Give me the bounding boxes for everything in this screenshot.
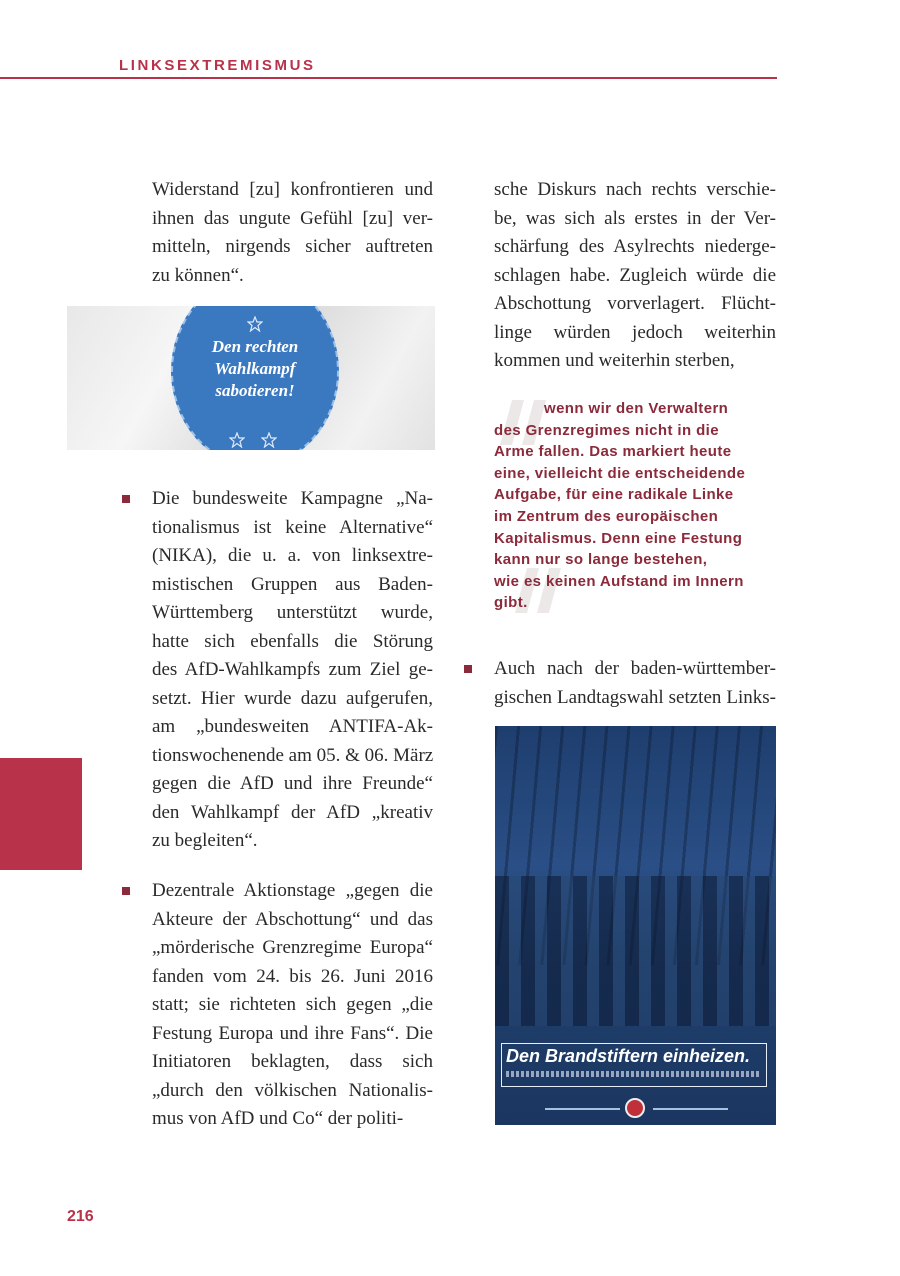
poster-subline bbox=[506, 1071, 760, 1077]
quote-line: wenn wir den Verwaltern bbox=[544, 400, 729, 417]
text-line: den Wahlkampf der AfD „kreativ bbox=[152, 801, 433, 823]
text-line: gegen die AfD und ihre Freunde“ bbox=[152, 773, 433, 794]
text-line: des AfD-Wahlkampfs zum Ziel ge- bbox=[152, 659, 433, 680]
badge-line: sabotieren! bbox=[215, 381, 295, 400]
quote-line: eine, vielleicht die entscheidende bbox=[494, 464, 746, 482]
text-line: Widerstand [zu] konfrontieren und bbox=[152, 179, 433, 200]
badge-line: Wahlkampf bbox=[214, 359, 296, 378]
text-line: Initiatoren beklagten, dass sich bbox=[152, 1051, 433, 1072]
star-icon bbox=[247, 316, 263, 332]
text-line: mus von AfD und Co“ der politi- bbox=[152, 1108, 404, 1129]
page-number: 216 bbox=[67, 1208, 94, 1225]
text-line: be, was sich als erstes in der Ver- bbox=[494, 207, 776, 229]
quote-line: kann nur so lange bestehen, bbox=[494, 551, 708, 569]
quote-line: des Grenzregimes nicht in die bbox=[494, 421, 719, 439]
quote-line: Kapitalismus. Denn eine Festung bbox=[494, 529, 743, 547]
text-line: „durch den völkischen Nationalis- bbox=[152, 1079, 433, 1101]
crowd-silhouettes bbox=[495, 876, 776, 1026]
slogan-banner bbox=[501, 1043, 767, 1087]
text-line: Die bundesweite Kampagne „Na- bbox=[152, 488, 433, 509]
bullet-marker bbox=[464, 665, 472, 673]
bullet-marker bbox=[122, 887, 130, 895]
divider bbox=[545, 1108, 620, 1110]
section-header: LINKSEXTREMISMUS bbox=[119, 57, 316, 74]
text-line: Dezentrale Aktionstage „gegen die bbox=[152, 880, 433, 901]
star-icon bbox=[261, 432, 277, 448]
text-line: fanden vom 24. bis 26. Juni 2016 bbox=[152, 965, 433, 987]
text-line: Auch nach der baden-württember- bbox=[494, 658, 776, 679]
campaign-sticker-image bbox=[67, 306, 435, 450]
badge-line: Den rechten bbox=[211, 337, 299, 356]
text-line: zu können“. bbox=[152, 264, 244, 286]
text-line: statt; sie richteten sich gegen „die bbox=[152, 994, 433, 1015]
poster-slogan: Den Brandstiftern einheizen. bbox=[506, 1046, 751, 1066]
star-icon bbox=[229, 432, 245, 448]
text-line: mitteln, nirgends sicher auftreten bbox=[152, 236, 433, 257]
text-line: schlagen habe. Zugleich würde die bbox=[494, 264, 776, 286]
text-line: kommen und weiterhin sterben, bbox=[494, 350, 735, 371]
text-line: schärfung des Asylrechts niederge- bbox=[494, 236, 776, 257]
quote-line: im Zentrum des europäischen bbox=[494, 508, 719, 525]
text-line: tionalismus ist keine Alternative“ bbox=[152, 516, 433, 538]
quote-line: Aufgabe, für eine radikale Linke bbox=[494, 486, 734, 504]
header-divider bbox=[0, 77, 777, 79]
antifa-logo-icon bbox=[625, 1098, 645, 1118]
text-line: hatte sich ebenfalls die Störung bbox=[152, 630, 433, 652]
text-line: mistischen Gruppen aus Baden- bbox=[152, 573, 433, 595]
text-line: sche Diskurs nach rechts verschie- bbox=[494, 179, 776, 200]
divider bbox=[653, 1108, 728, 1110]
text-line: zu begleiten“. bbox=[152, 830, 258, 851]
quote-line: Arme fallen. Das markiert heute bbox=[494, 443, 732, 461]
text-line: Abschottung vorverlagert. Flücht- bbox=[494, 293, 776, 314]
chapter-marker bbox=[0, 758, 82, 870]
text-line: ihnen das ungute Gefühl [zu] ver- bbox=[152, 207, 433, 229]
quote-line: gibt. bbox=[494, 594, 528, 612]
quote-line: wie es keinen Aufstand im Innern bbox=[494, 572, 744, 590]
text-line: tionswochenende am 05. & 06. März bbox=[152, 744, 434, 766]
text-line: setzt. Hier wurde dazu aufgerufen, bbox=[152, 687, 433, 709]
text-line: am „bundesweiten ANTIFA-Ak- bbox=[152, 716, 433, 737]
bullet-marker bbox=[122, 495, 130, 503]
protest-poster-image bbox=[495, 726, 776, 1125]
text-line: Württemberg unterstützt wurde, bbox=[152, 602, 433, 623]
text-line: gischen Landtagswahl setzten Links- bbox=[494, 686, 776, 708]
text-line: (NIKA), die u. a. von linksextre- bbox=[152, 545, 433, 566]
sticker-badge bbox=[171, 306, 339, 450]
text-line: „mörderische Grenzregime Europa“ bbox=[152, 937, 433, 958]
text-line: linge würden jedoch weiterhin bbox=[494, 321, 776, 343]
text-line: Festung Europa und ihre Fans“. Die bbox=[152, 1022, 433, 1044]
text-line: Akteure der Abschottung“ und das bbox=[152, 908, 433, 930]
